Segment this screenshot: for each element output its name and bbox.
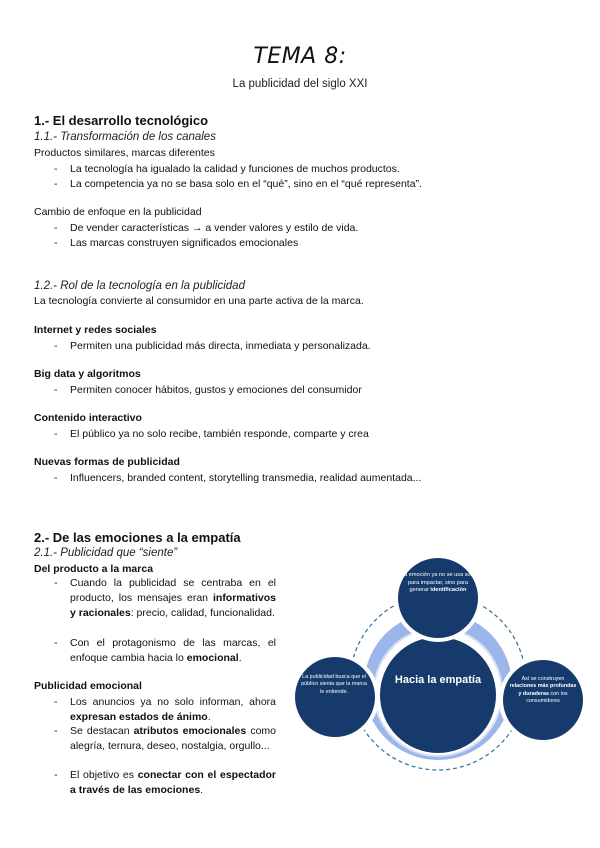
document-page: TEMA 8: La publicidad del siglo XXI 1.- El desarrollo tecnológico 1.1.- Transformación de los canales Productos similares, marcas diferentes - La tecnología ha igualado la calidad y funciones de muchos productos. - La competencia ya no se basa solo en el “qué”, sino en el “qué representa”. Cambio de enfoque en la publicidad - De vender características → a vender valores y estilo de vida. - Las marcas construyen significados emocionales 1.2.- Rol de la tecnología en la publicidad La tecnología convierte al consumidor en una parte activa de la marca. Internet y redes sociales - Permiten una publicidad más directa, inmediata y personalizada. Big data y algoritmos - Permiten conocer hábitos, gustos y emociones del consumidor Contenido interactivo - El público ya no solo recibe, también responde, comparte y crea Nuevas formas de publicidad - Influencers, branded content, storytelling transmedia, realidad aumentada... 2.- De las emociones a la empatía 2.1.- Publicidad que “siente” Del producto a la marca - Cuando la publicidad se centraba en el producto, los mensajes eran informativos y racionales: precio, calidad, funcionalidad. - Con el protagonismo de las marcas, el enfoque cambia hacia lo emocional. Publicidad emocional - Los anuncios ya no solo informan, ahora expresan estados de ánimo. - Se destacan atributos emocionales como alegría, ternura, deseo, nostalgia, orgullo... - El objetivo es conectar con el espectador a través de las emociones. Hacia la empatía La emoción ya no se usa solo para impactar, sino para generar identificación La publicidad busca que el público sienta que la marca le entiende. Así se construyen relaciones más profundas y duraderas con los consumidores [0,0,600,848]
item-title: Contenido interactivo [34,412,142,424]
list-item: - Cuando la publicidad se centraba en el producto, los mensajes eran informativos y racionales: precio, calidad, funcionalidad. [54,577,276,619]
section-1-1-intro-2: Cambio de enfoque en la publicidad [34,206,202,218]
top-circle [398,558,478,638]
document-title: TEMA 8: [253,44,347,69]
section-2-1-heading: 2.1.- Publicidad que “siente” [34,547,178,559]
block-title: Publicidad emocional [34,680,142,692]
diagram-right-text: Así se construyen relaciones más profundas y duraderas con los consumidores [509,676,577,705]
item-title: Internet y redes sociales [34,324,157,336]
section-2-heading: 2.- De las emociones a la empatía [34,530,241,545]
block-title: Del producto a la marca [34,563,154,575]
section-1-2-heading: 1.2.- Rol de la tecnología en la publicidad [34,280,245,292]
section-1-1-intro: Productos similares, marcas diferentes [34,147,215,159]
list-item: - Los anuncios ya no solo informan, ahora expresan estados de ánimo. [54,696,276,723]
section-1-heading: 1.- El desarrollo tecnológico [34,113,209,128]
center-circle [380,637,496,753]
item-title: Nuevas formas de publicidad [34,456,180,468]
diagram-top-text: La emoción ya no se usa solo para impactar, sino para generar identificación [400,572,475,594]
item-title: Big data y algoritmos [34,368,141,380]
list-item: - Con el protagonismo de las marcas, el enfoque cambia hacia lo emocional. [54,637,276,664]
empathy-diagram [286,552,586,782]
document-subtitle: La publicidad del siglo XXI [232,78,368,90]
left-circle [295,657,375,737]
list-item: - El objetivo es conectar con el espectador a través de las emociones. [54,769,276,796]
list-item: - Se destacan atributos emocionales como alegría, ternura, deseo, nostalgia, orgullo... [54,725,276,752]
diagram-center-label: Hacia la empatía [394,674,482,686]
diagram-left-text: La publicidad busca que el público sienta que la marca le entiende. [301,674,367,695]
section-1-2-intro: La tecnología convierte al consumidor en una parte activa de la marca. [34,295,364,307]
section-1-1-heading: 1.1.- Transformación de los canales [34,131,216,143]
